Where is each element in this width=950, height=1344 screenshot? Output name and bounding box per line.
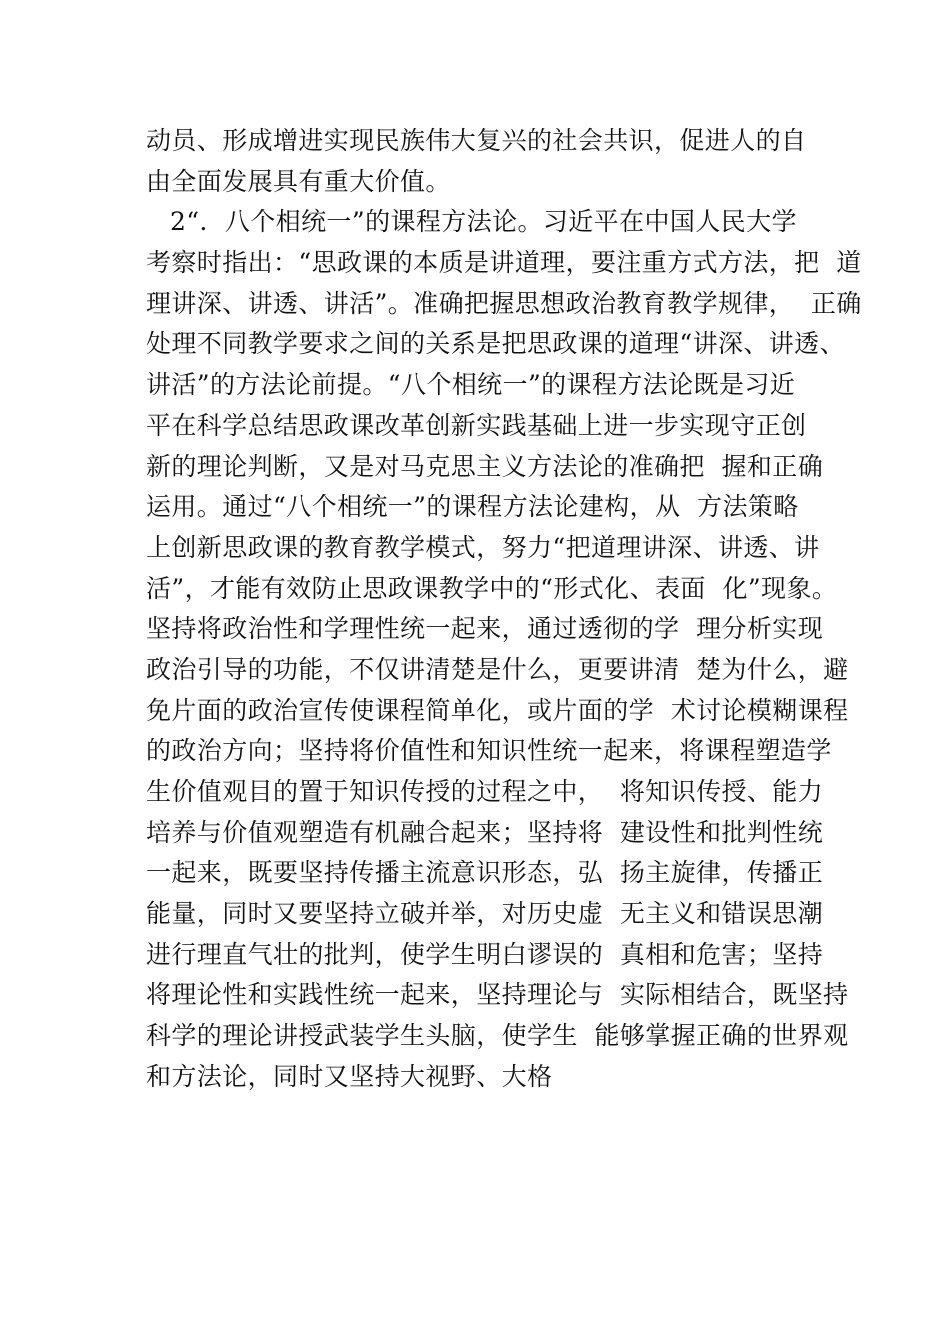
text-line: 的政治方向；坚持将价值性和知识性统一起来，将课程塑造学 (146, 736, 832, 766)
text-line: 政治引导的功能，不仅讲清楚是什么，更要讲清 楚为什么，避 (146, 654, 849, 684)
text-line: 讲活”的方法论前提。“八个相统一”的课程方法论既是习近 (146, 370, 796, 400)
text-line: 进行理直气壮的批判，使学生明白谬误的 真相和危害；坚持 (146, 939, 824, 969)
text-line: 活”，才能有效防止思政课教学中的“形式化、表面 化”现象。 (146, 573, 838, 603)
text-line: 考察时指出：“思政课的本质是讲道理，要注重方式方法，把 道 (146, 248, 862, 278)
text-line: 科学的理论讲授武装学生头脑，使学生 能够掌握正确的世界观 (146, 1021, 849, 1051)
text-line: 生价值观目的置于知识传授的过程之中， 将知识传授、能力 (146, 777, 824, 806)
text-line: 理讲深、讲透、讲活”。准确把握思想政治教育教学规律， 正确 (146, 288, 862, 318)
text-line: 平在科学总结思政课改革创新实践基础上进一步实现守正创 (146, 410, 807, 440)
text-line: 一起来，既要坚持传播主流意识形态，弘 扬主旋律，传播正 (146, 858, 824, 888)
text-line: 由全面发展具有重大价值。 (146, 166, 451, 196)
text-line: 动员、形成增进实现民族伟大复兴的社会共识，促进人的自 (146, 126, 807, 155)
text-line: 新的理论判断，又是对马克思主义方法论的准确把 握和正确 (146, 451, 824, 481)
text-line: 上创新思政课的教育教学模式，努力“把道理讲深、讲透、讲 (146, 532, 820, 562)
text-line: 能量，同时又要坚持立破并举，对历史虚 无主义和错误思潮 (146, 899, 824, 929)
body-text (146, 121, 862, 1098)
text-line: 将理论性和实践性统一起来，坚持理论与 实际相结合，既坚持 (146, 980, 849, 1010)
text-line: 坚持将政治性和学理性统一起来，通过透彻的学 理分析实现 (146, 614, 824, 644)
text-line: 处理不同教学要求之间的关系是把思政课的道理“讲深、讲透、 (146, 329, 845, 359)
text-line: 运用。通过“八个相统一”的课程方法论建构，从 方法策略 (146, 492, 799, 522)
text-line: 免片面的政治宣传使课程简单化，或片面的学 术讨论模糊课程 (146, 695, 849, 725)
text-line: 培养与价值观塑造有机融合起来；坚持将 建设性和批判性统 (146, 817, 824, 847)
section-heading-line: 2“．八个相统一”的课程方法论。习近平在中国人民大学 (170, 207, 797, 237)
text-line: 和方法论，同时又坚持大视野、大格 (146, 1061, 553, 1091)
